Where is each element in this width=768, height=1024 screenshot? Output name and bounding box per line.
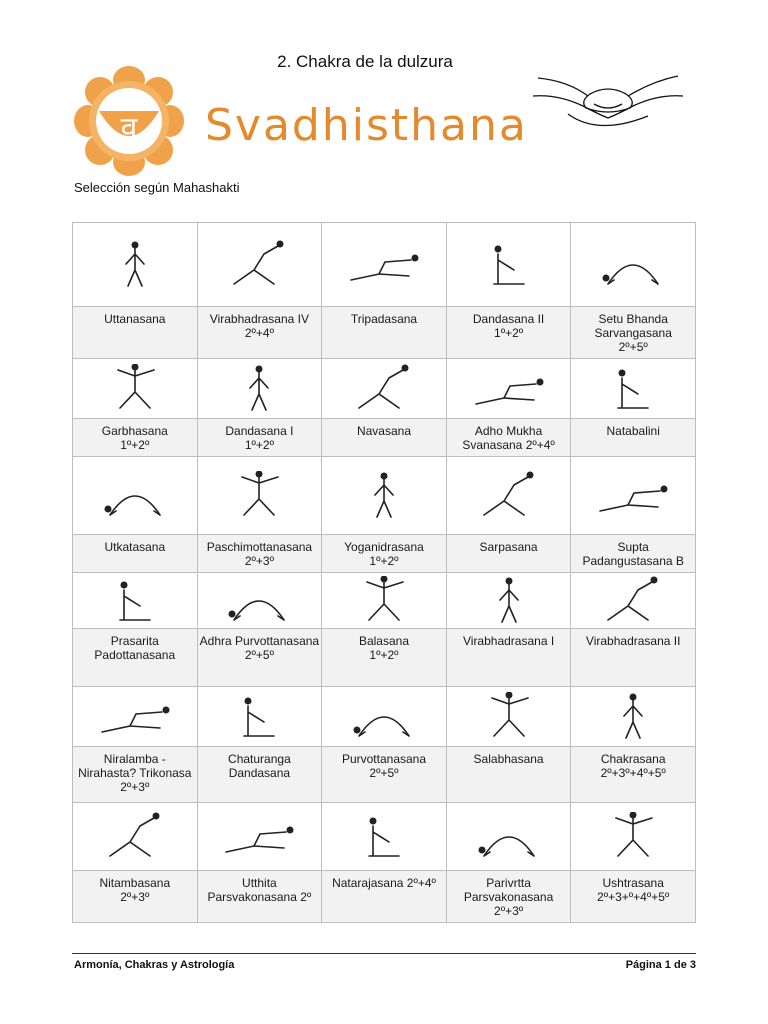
pose-illustration (197, 359, 322, 419)
yoga-pose-figure-icon (214, 364, 304, 414)
yoga-pose-figure-icon (464, 692, 554, 742)
pose-chakra-levels: 2º+5º (369, 766, 399, 780)
pose-name: Natabalini (606, 424, 660, 438)
pose-image-row (73, 457, 696, 535)
pose-chakra-levels: 1º+2º (244, 438, 274, 452)
yoga-pose-figure-icon (214, 576, 304, 626)
yoga-pose-figure-icon (339, 692, 429, 742)
page-title: 2. Chakra de la dulzura (277, 52, 453, 71)
pose-name: Dandasana II (472, 312, 545, 326)
pose-name-cell (197, 629, 322, 687)
pose-name: Ushtrasana (602, 876, 664, 890)
logo-glyph: व (120, 111, 138, 146)
pose-name-cell (446, 871, 571, 923)
yoga-pose-figure-icon (588, 240, 678, 290)
yoga-pose-figure-icon (588, 692, 678, 742)
pose-illustration (73, 359, 198, 419)
yoga-pose-figure-icon (214, 240, 304, 290)
pose-name: Paschimottanasana (206, 540, 313, 554)
pose-name-row (73, 535, 696, 573)
yoga-pose-figure-icon (214, 812, 304, 862)
pose-name-cell (322, 535, 447, 573)
pose-name-row (73, 419, 696, 457)
pose-name-cell (73, 419, 198, 457)
yoga-pose-figure-icon (90, 471, 180, 521)
yoga-pose-figure-icon (464, 812, 554, 862)
yoga-pose-figure-icon (464, 240, 554, 290)
pose-illustration (571, 687, 696, 747)
pose-name-cell (571, 871, 696, 923)
pose-illustration (197, 687, 322, 747)
pose-name: Parivrtta Parsvakonasana (463, 876, 554, 904)
yoga-pose-figure-icon (588, 576, 678, 626)
pose-illustration (446, 223, 571, 307)
pose-name-cell (571, 535, 696, 573)
pose-name: Adho Mukha Svanasana 2º+4º (462, 424, 555, 452)
pose-name: Setu Bhanda Sarvangasana (594, 312, 672, 340)
pose-name-cell (197, 871, 322, 923)
footer-page-number: Página 1 de 3 (625, 959, 696, 971)
pose-name-row (73, 747, 696, 803)
pose-name: Utkatasana (104, 540, 166, 554)
pose-name: Virabhadrasana II (585, 634, 681, 648)
yoga-pose-figure-icon (214, 692, 304, 742)
pose-illustration (446, 573, 571, 629)
pose-image-row (73, 687, 696, 747)
yoga-pose-figure-icon (339, 364, 429, 414)
pose-name-cell (73, 871, 198, 923)
pose-name-cell (571, 307, 696, 359)
yoga-pose-figure-icon (464, 471, 554, 521)
pose-illustration (571, 457, 696, 535)
pose-name: Virabhadrasana IV (209, 312, 309, 326)
pose-illustration (73, 457, 198, 535)
pose-name-cell (73, 629, 198, 687)
pose-illustration (73, 803, 198, 871)
pose-chakra-levels: 2º+3º (494, 904, 524, 918)
yoga-pose-figure-icon (588, 364, 678, 414)
pose-name-cell (197, 307, 322, 359)
pose-chakra-levels: 2º+3º (244, 554, 274, 568)
pose-name: Virabhadrasana I (462, 634, 555, 648)
footer-divider (72, 953, 696, 954)
pose-name-cell (197, 747, 322, 803)
pose-illustration (197, 457, 322, 535)
yoga-pose-figure-icon (588, 812, 678, 862)
pose-name-cell (446, 307, 571, 359)
pose-illustration (197, 573, 322, 629)
pose-name-cell (197, 419, 322, 457)
pose-image-row (73, 223, 696, 307)
pose-name-cell (571, 419, 696, 457)
pose-name: Tripadasana (350, 312, 418, 326)
pose-illustration (197, 223, 322, 307)
yoga-pose-figure-icon (90, 692, 180, 742)
pose-chakra-levels: 1º+2º (369, 554, 399, 568)
pose-illustration (322, 687, 447, 747)
pose-illustration (446, 803, 571, 871)
pose-illustration (322, 223, 447, 307)
pose-name: Supta Padangustasana B (582, 540, 684, 568)
pose-illustration (446, 359, 571, 419)
yoga-pose-figure-icon (90, 576, 180, 626)
yoga-pose-figure-icon (90, 812, 180, 862)
pose-name-cell (197, 535, 322, 573)
svadhisthana-lotus-logo (74, 66, 184, 176)
pose-image-row (73, 359, 696, 419)
pose-name: Chaturanga Dandasana (228, 752, 291, 780)
pose-illustration (322, 457, 447, 535)
pose-illustration (322, 359, 447, 419)
pose-chakra-levels: 1º+2º (369, 648, 399, 662)
pose-chakra-levels: 2º+3+º+4º+5º (597, 890, 670, 904)
pose-name: Prasarita Padottanasana (94, 634, 176, 662)
pose-name-cell (446, 747, 571, 803)
pose-name: Salabhasana (473, 752, 544, 766)
pose-name-cell (322, 871, 447, 923)
yoga-pose-figure-icon (464, 364, 554, 414)
pose-name: Utthita Parsvakonasana 2º (207, 876, 312, 904)
pose-name-cell (322, 629, 447, 687)
pose-illustration (322, 573, 447, 629)
pose-image-row (73, 573, 696, 629)
pose-illustration (73, 573, 198, 629)
pose-illustration (322, 803, 447, 871)
pose-name: Uttanasana (104, 312, 166, 326)
pose-name: Adhra Purvottanasana (199, 634, 320, 648)
pose-name-row (73, 871, 696, 923)
footer-book-title: Armonía, Chakras y Astrología (74, 959, 235, 971)
pose-name-cell (73, 535, 198, 573)
pose-chakra-levels: 2º+5º (618, 340, 648, 354)
pose-name-cell (73, 307, 198, 359)
pose-chakra-levels: 2º+4º (244, 326, 274, 340)
pose-illustration (571, 223, 696, 307)
pose-name: Balasana (358, 634, 409, 648)
yoga-pose-figure-icon (339, 576, 429, 626)
yoga-pose-figure-icon (214, 471, 304, 521)
pose-illustration (571, 573, 696, 629)
pose-illustration (571, 359, 696, 419)
pose-chakra-levels: 2º+5º (244, 648, 274, 662)
yoga-pose-figure-icon (90, 364, 180, 414)
pose-name: Nitambasana (99, 876, 171, 890)
chakra-name: Svadhisthana (205, 100, 528, 151)
pose-illustration (197, 803, 322, 871)
pose-illustration (446, 457, 571, 535)
pose-name-cell (446, 629, 571, 687)
yoga-pose-figure-icon (339, 812, 429, 862)
pose-name-cell (73, 747, 198, 803)
pose-name-cell (322, 307, 447, 359)
pose-name: Dandasana I (225, 424, 294, 438)
pose-name: Garbhasana (101, 424, 168, 438)
yoga-pose-figure-icon (588, 471, 678, 521)
pose-name-cell (446, 535, 571, 573)
pose-illustration (73, 223, 198, 307)
pose-name: Purvottanasana (341, 752, 427, 766)
pose-chakra-levels: 1º+2º (494, 326, 524, 340)
selection-subtitle: Selección según Mahashakti (74, 180, 240, 195)
pose-name-cell (322, 419, 447, 457)
pose-illustration (73, 687, 198, 747)
pose-illustration (446, 687, 571, 747)
pose-image-row (73, 803, 696, 871)
pose-name: Navasana (356, 424, 411, 438)
pose-name-cell (322, 747, 447, 803)
pose-illustration (571, 803, 696, 871)
pose-name-row (73, 307, 696, 359)
pose-name: Natarajasana 2º+4º (332, 876, 436, 890)
pose-name: Sarpasana (479, 540, 538, 554)
pose-chakra-levels: 2º+3º+4º+5º (600, 766, 666, 780)
poses-table (72, 222, 696, 923)
mudra-hands-icon (528, 66, 688, 156)
pose-chakra-levels: 2º+3º (120, 890, 150, 904)
pose-name-cell (571, 629, 696, 687)
yoga-pose-figure-icon (339, 471, 429, 521)
pose-name: Yoganidrasana (344, 540, 424, 554)
pose-name: Chakrasana (600, 752, 666, 766)
yoga-pose-figure-icon (90, 240, 180, 290)
yoga-pose-figure-icon (464, 576, 554, 626)
pose-name-cell (446, 419, 571, 457)
pose-name-cell (571, 747, 696, 803)
pose-chakra-levels: 1º+2º (120, 438, 150, 452)
pose-name-row (73, 629, 696, 687)
pose-name: Niralamba - Nirahasta? Trikonasa 2º+3º (78, 752, 192, 794)
yoga-pose-figure-icon (339, 240, 429, 290)
